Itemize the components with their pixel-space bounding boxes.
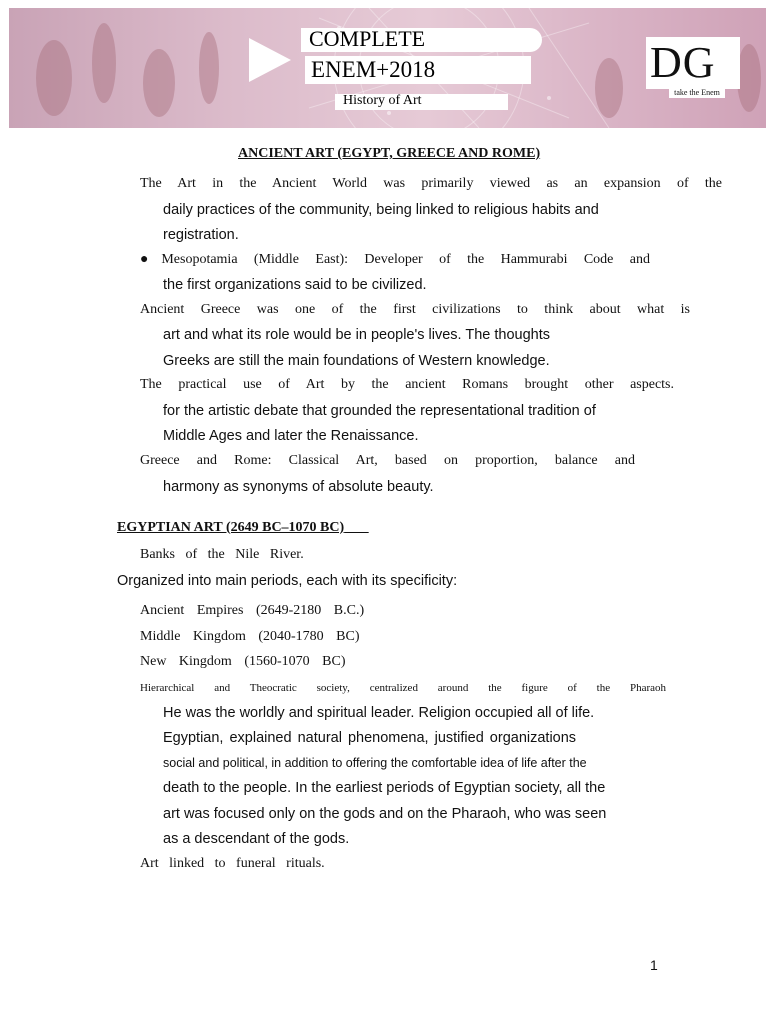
text-line: ●Mesopotamia (Middle East): Developer of the Hammurabi Code and [140,252,650,267]
text-line: Ancient Empires (2649-2180 B.C.) [140,603,365,618]
text-line: as a descendant of the gods. [163,831,350,847]
text-line: Greece and Rome: Classical Art, based on proportion, balance and [140,453,635,468]
dg-logo: DG [646,37,740,89]
text-line: Art linked to funeral rituals. [140,856,325,871]
text-line: Organized into main periods, each with its specificity: [117,573,458,589]
play-icon [249,38,291,82]
text-line: Middle Kingdom (2040-1780 BC) [140,629,360,644]
text-line: Greeks are still the main foundations of Western knowledge. [163,353,550,369]
text-line: art and what its role would be in people's lives. The thoughts [163,327,550,343]
title-line-1: COMPLETE [301,28,542,52]
text-line: He was the worldly and spiritual leader. Religion occupied all of life. [163,705,595,721]
text-line: Hierarchical and Theocratic society, centralized around the figure of the Pharaoh [140,682,666,694]
text-line: registration. [163,227,239,243]
header-banner [9,8,766,128]
section-heading-ancient-art: ANCIENT ART (EGYPT, GREECE AND ROME) [238,146,541,161]
text-line: daily practices of the community, being linked to religious habits and [163,202,599,218]
text-line: Middle Ages and later the Renaissance. [163,428,419,444]
section-heading-egyptian-art: EGYPTIAN ART (2649 BC–1070 BC) [117,520,345,535]
text-line: Banks of the Nile River. [140,547,304,562]
text-line: harmony as synonyms of absolute beauty. [163,479,434,495]
text-line: New Kingdom (1560-1070 BC) [140,654,346,669]
text-line: for the artistic debate that grounded the representational tradition of [163,403,596,419]
text-line: The Art in the Ancient World was primarily viewed as an expansion of the [140,176,722,191]
text-line: Ancient Greece was one of the first civilizations to think about what is [140,302,690,317]
text-line: the first organizations said to be civilized. [163,277,427,293]
subject-title: History of Art [335,94,508,110]
text-line: Egyptian, explained natural phenomena, justified organizations [163,730,577,746]
text-line: social and political, in addition to offering the comfortable idea of life after the [163,756,587,770]
text-line: art was focused only on the gods and on the Pharaoh, who was seen [163,806,607,822]
text-line: death to the people. In the earliest periods of Egyptian society, all the [163,780,606,796]
page-number: 1 [650,957,658,973]
logo-tagline: take the Enem [669,87,725,98]
title-line-2: ENEM+2018 [305,56,531,84]
text-line: The practical use of Art by the ancient Romans brought other aspects. [140,377,674,392]
